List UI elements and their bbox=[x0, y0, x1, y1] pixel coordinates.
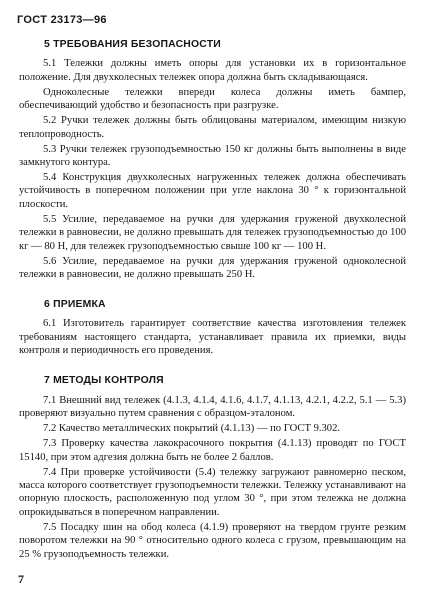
paragraph: 5.6 Усилие, передаваемое на ручки для удержания груженой одноколесной тележки в равновесии, не должно превышать 250 Н. bbox=[19, 255, 406, 281]
paragraph: 5.2 Ручки тележек должны быть облицованы материалом, имеющим низкую теплопроводность. bbox=[19, 115, 406, 140]
paragraph: 5.5 Усилие, передаваемое на ручки для удержания груженой двухколесной тележки в равновесии, не должно превышать для тележек грузоподъемностью до 100 кг — 80 Н, для тележек грузоподъемностью свыше 100 кг — 100 Н. bbox=[19, 213, 406, 252]
section-spacer bbox=[19, 283, 406, 298]
page-number: 7 bbox=[18, 572, 24, 586]
section-control-methods bbox=[19, 374, 406, 561]
document-header: ГОСТ 23173—96 bbox=[17, 14, 107, 26]
paragraph: 5.1 Тележки должны иметь опоры для установки их в горизонтальное положение. Для двухколесных тележек опора должна быть складывающаяся. bbox=[19, 58, 406, 83]
section-heading: 5 ТРЕБОВАНИЯ БЕЗОПАСНОСТИ bbox=[44, 39, 221, 50]
section-heading: 7 МЕТОДЫ КОНТРОЛЯ bbox=[44, 375, 164, 387]
document-body bbox=[19, 38, 406, 563]
paragraph: 5.3 Ручки тележек грузоподъемностью 150 кг должны быть выполнены в виде замкнутого контура. bbox=[19, 143, 406, 169]
paragraph: 5.4 Конструкция двухколесных нагруженных тележек должна обеспечивать устойчивость в поперечном положении при угле наклона 30 ° к горизонтальной плоскости. bbox=[19, 172, 406, 210]
section-acceptance bbox=[19, 298, 406, 358]
section-heading: 6 ПРИЕМКА bbox=[44, 299, 106, 311]
paragraph: 7.2 Качество металлических покрытий (4.1.13) — по ГОСТ 9.302. bbox=[43, 423, 341, 435]
paragraph: 7.1 Внешний вид тележек (4.1.3, 4.1.4, 4.1.6, 4.1.7, 4.1.13, 4.2.1, 4.2.2, 5.1 — 5.3) проверяют визуально путем сравнения с образцом-эталоном. bbox=[19, 394, 406, 420]
section-safety-requirements bbox=[19, 38, 406, 281]
section-spacer bbox=[19, 359, 406, 374]
paragraph: Одноколесные тележки впереди колеса должны иметь бампер, обеспечивающий удобство и безопасность при разгрузке. bbox=[19, 86, 406, 112]
paragraph: 7.3 Проверку качества лакокрасочного покрытия (4.1.13) проводят по ГОСТ 15140, при этом адгезия должна быть не более 2 баллов. bbox=[19, 438, 406, 463]
paragraph: 6.1 Изготовитель гарантирует соответствие качества изготовления тележек требованиям настоящего стандарта, устанавливает правила их приемки, виды контроля и периодичность его проведения. bbox=[19, 318, 406, 357]
paragraph: 7.4 При проверке устойчивости (5.4) тележку загружают равномерно песком, масса которого соответствует грузоподъемности тележки. Тележку устанавливают на опорную плоскость, расположенную под углом 30 °, при этом тележка не должна опрокидываться в поперечном направлении. bbox=[19, 466, 406, 518]
paragraph: 7.5 Посадку шин на обод колеса (4.1.9) проверяют на твердом грунте резким поворотом тележки на 90 ° относительно одного колеса с грузом, превышающим на 25 % грузоподъемность тележки. bbox=[19, 521, 406, 560]
